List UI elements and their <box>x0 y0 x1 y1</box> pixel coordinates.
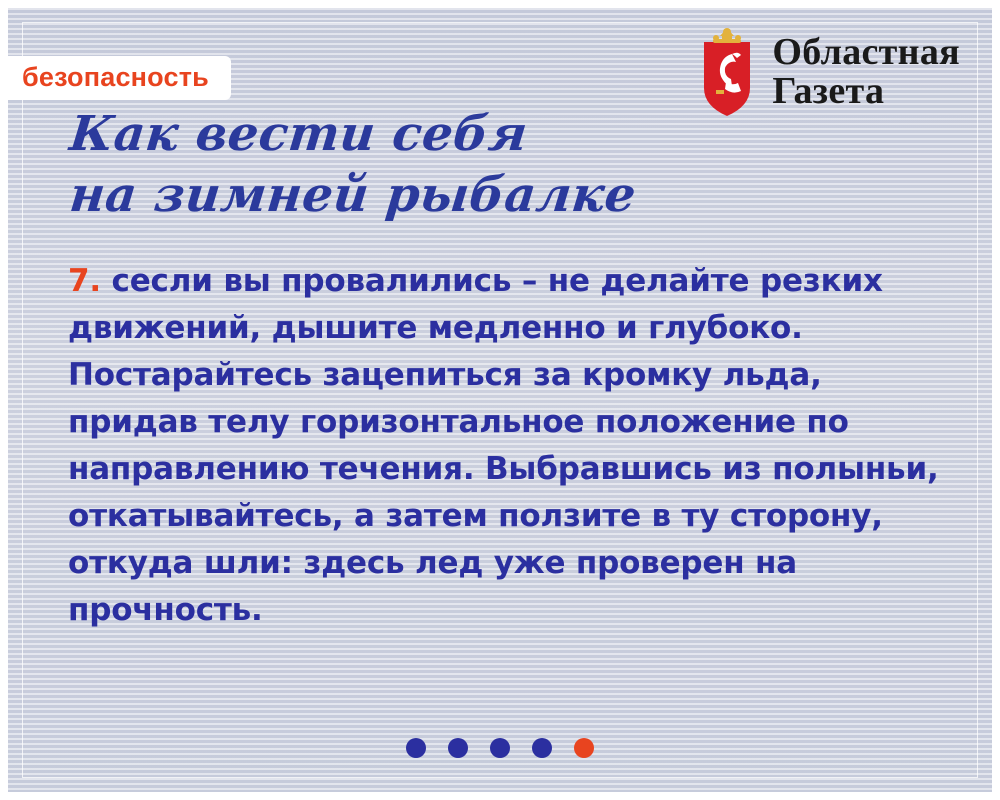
brand-name <box>772 33 960 111</box>
brand-line-1: Областная <box>772 31 960 74</box>
headline-line-2: на зимней рыбалке <box>67 167 639 224</box>
pagination-dot-5[interactable] <box>574 738 594 758</box>
headline <box>67 104 639 227</box>
category-tag: безопасность <box>0 56 231 100</box>
coat-of-arms-icon <box>696 26 758 118</box>
pagination-dot-1[interactable] <box>406 738 426 758</box>
brand-logo <box>696 26 960 118</box>
pagination-dots[interactable] <box>0 738 1000 758</box>
step-number: 7. <box>68 263 101 299</box>
brand-line-2: Газета <box>772 70 885 112</box>
headline-line-1: Как вести себя <box>67 106 531 162</box>
pagination-dot-4[interactable] <box>532 738 552 758</box>
pagination-dot-2[interactable] <box>448 738 468 758</box>
advice-text-block <box>68 258 940 634</box>
pagination-dot-3[interactable] <box>490 738 510 758</box>
advice-text: сесли вы провалились – не делайте резких движений, дышите медленно и глубоко. Постарайтесь зацепиться за кромку льда, придав телу горизонтальное положение по направлению течения. Выбравшись из полыньи, откатывайтесь, а затем ползите в ту сторону, откуда шли: здесь лед уже проверен на прочность. <box>68 263 939 628</box>
